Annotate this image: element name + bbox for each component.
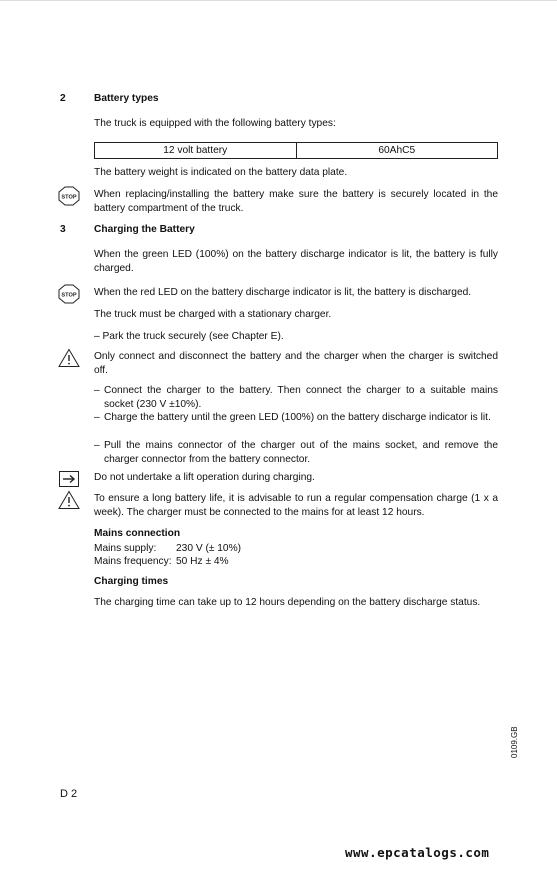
table-row	[95, 143, 498, 159]
stop-icon	[58, 186, 80, 206]
charging-times-title: Charging times	[94, 576, 169, 587]
warning-connect-note: Only connect and disconnect the battery and the charger when the charger is switched off.	[94, 351, 498, 376]
step-charge-battery: Charge the battery until the green LED (100%) on the battery discharge indicator is lit.	[104, 412, 491, 423]
no-lift-note: Do not undertake a lift operation during charging.	[94, 472, 315, 483]
stationary-charger-note: The truck must be charged with a stationary charger.	[94, 309, 332, 320]
list-item: – Connect the charger to the battery. Then connect the charger to a suitable mains socket (230 V ±10%).	[94, 385, 498, 410]
warning-triangle-icon	[58, 490, 80, 510]
battery-type-cell: 12 volt battery	[95, 143, 297, 159]
section-2-number: 2	[60, 93, 66, 104]
stop-icon-label: STOP	[61, 292, 77, 299]
mains-connection-title: Mains connection	[94, 528, 181, 539]
stop-icon-label: STOP	[61, 194, 77, 201]
list-item: – Pull the mains connector of the charger out of the mains socket, and remove the charger connector from the battery connector.	[94, 440, 498, 465]
warning-triangle-icon	[58, 348, 80, 368]
page-number: D 2	[60, 788, 78, 800]
step-pull-connector: Pull the mains connector of the charger out of the mains socket, and remove the charger connector from the battery connector.	[104, 440, 498, 465]
charging-times-text: The charging time can take up to 12 hours depending on the battery discharge status.	[94, 597, 481, 608]
battery-weight-note: The battery weight is indicated on the battery data plate.	[94, 167, 348, 178]
section-2-title: Battery types	[94, 93, 159, 104]
top-rule	[0, 0, 557, 1]
battery-types-table	[94, 142, 498, 159]
battery-capacity-cell: 60AhC5	[296, 143, 498, 159]
long-life-note: To ensure a long battery life, it is advisable to run a regular compensation charge (1 x a week). The charger must be connected to the mains for at least 12 hours.	[94, 493, 498, 518]
mains-supply-value: 230 V (± 10%)	[176, 543, 242, 554]
section-3-number: 3	[60, 224, 66, 235]
arrow-right-box-icon	[59, 471, 79, 487]
green-led-note: When the green LED (100%) on the battery discharge indicator is lit, the battery is fully charged.	[94, 249, 498, 274]
section-3-title: Charging the Battery	[94, 224, 195, 235]
stop-icon	[58, 284, 80, 304]
red-led-note: When the red LED on the battery discharge indicator is lit, the battery is discharged.	[94, 287, 472, 298]
step-connect-charger: Connect the charger to the battery. Then connect the charger to a suitable mains socket (230 V ±10%).	[104, 385, 498, 410]
document-code: 0109.GB	[510, 726, 519, 758]
watermark-url: www.epcatalogs.com	[345, 845, 490, 860]
mains-frequency-label: Mains frequency:	[94, 556, 172, 567]
park-truck-step: – Park the truck securely (see Chapter E).	[94, 331, 284, 342]
stop-note-battery-location: When replacing/installing the battery make sure the battery is securely located in the battery compartment of the truck.	[94, 189, 498, 214]
mains-supply-label: Mains supply:	[94, 543, 157, 554]
battery-types-intro: The truck is equipped with the following battery types:	[94, 118, 336, 129]
mains-frequency-value: 50 Hz ± 4%	[176, 556, 229, 567]
list-item: – Charge the battery until the green LED (100%) on the battery discharge indicator is lit.	[94, 411, 498, 425]
